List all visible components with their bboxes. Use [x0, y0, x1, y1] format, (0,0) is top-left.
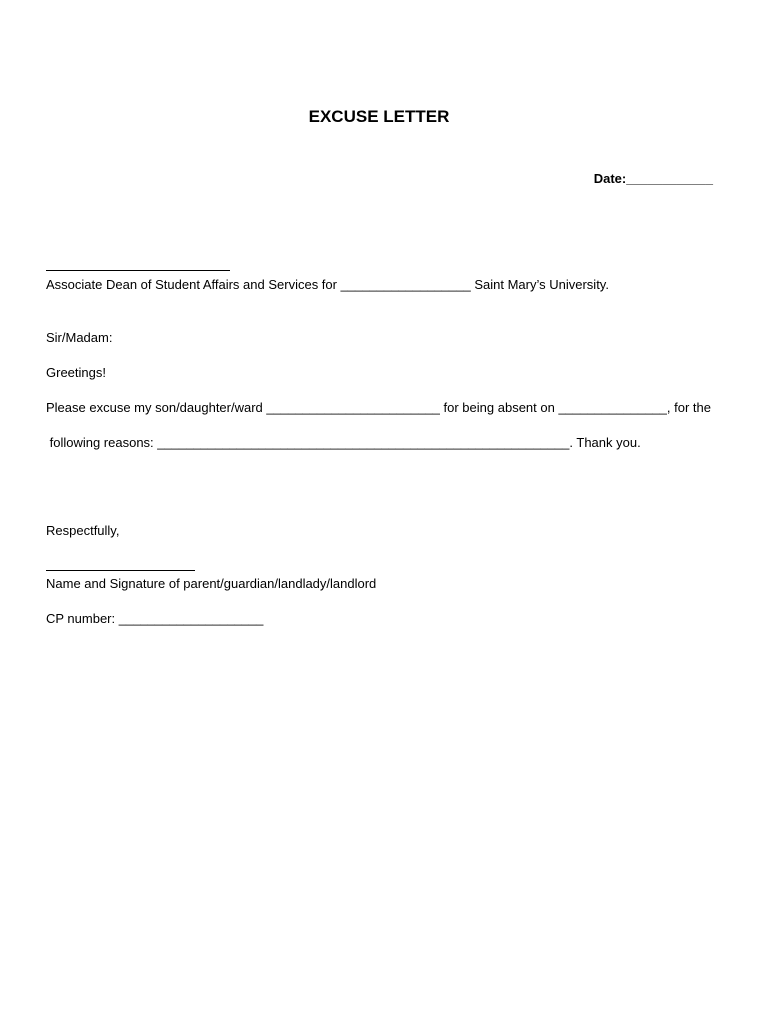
greeting: Greetings! [46, 365, 106, 380]
signature-blank [46, 570, 195, 571]
addressee-line: Associate Dean of Student Affairs and Services for __________________ Saint Mary’s University. [46, 277, 609, 292]
salutation: Sir/Madam: [46, 330, 113, 345]
signature-caption: Name and Signature of parent/guardian/landlady/landlord [46, 576, 377, 591]
letter-title: EXCUSE LETTER [308, 107, 450, 126]
date-line: Date:____________ [593, 171, 713, 186]
body-line-2: following reasons: _________________________________________________________. Thank you. [46, 435, 641, 450]
cp-number-line: CP number: ____________________ [46, 611, 264, 626]
closing: Respectfully, [46, 523, 120, 538]
body-line-1: Please excuse my son/daughter/ward ________________________ for being absent on _______________, for the [46, 400, 711, 415]
addressee-name-blank [46, 270, 230, 271]
